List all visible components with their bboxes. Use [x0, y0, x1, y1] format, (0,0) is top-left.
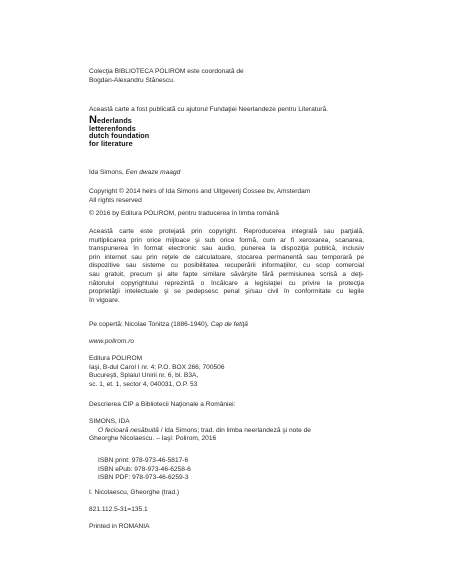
collection-note — [89, 68, 364, 85]
publisher-info — [89, 355, 364, 389]
cover-credit — [89, 321, 364, 330]
isbn-pdf: ISBN PDF: 978-973-46-6259-3 — [98, 474, 189, 482]
publisher-address-3: sc. 1, et. 1, sector 4, 040031, O.P. 53 — [89, 380, 198, 388]
collection-line-1: Colecţia BIBLIOTECA POLIROM este coordonată de — [89, 68, 244, 75]
logo-letter: N — [89, 114, 98, 126]
cip-author: SIMONS, IDA — [89, 418, 130, 425]
isbn-epub: ISBN ePub: 978-973-46-6258-6 — [98, 465, 191, 473]
cip-translator: I. Nicolaescu, Gheorghe (trad.) — [89, 489, 180, 496]
translation-copyright: © 2016 by Editura POLIROM, pentru traducerea în limba română — [89, 210, 279, 217]
support-note: Această carte a fost publicată cu ajutorul Fundaţiei Neerlandeze pentru Literatură. — [89, 106, 328, 113]
publisher-name: Editura POLIROM — [89, 355, 143, 362]
collection-line-2: Bogdan-Alexandru Stănescu. — [89, 76, 175, 84]
cip-desc-1: / Ida Simons; trad. din limba neerlandeză şi note de — [158, 426, 311, 434]
logo-line-2: letterenfonds — [89, 123, 136, 133]
legal-line: Această carte este protejată prin copyright. Reproducerea integrală sau parţială, — [89, 228, 364, 235]
publisher-address-2: Bucureşti, Splaiul Unirii nr. 6, bl. B3A, — [89, 372, 199, 380]
copyright-line-1: Copyright © 2014 heirs of Ida Simons and Uitgeverij Cossee bv, Amsterdam — [89, 188, 311, 195]
copyright-notice — [89, 188, 364, 205]
cip-heading: Descrierea CIP a Bibliotecii Naţionale a României: — [89, 401, 236, 408]
isbn-print: ISBN print: 978-973-46-5817-6 — [98, 457, 189, 464]
cip-desc-2: Gheorghe Nicolaescu. – Iaşi: Polirom, 2016 — [89, 435, 217, 443]
logo-line-1: ederlands — [97, 116, 132, 125]
website: www.polirom.ro — [89, 338, 135, 345]
original-author: Ida Simons, — [89, 169, 126, 176]
copyright-line-2: All rights reserved — [89, 196, 142, 204]
legal-line: prin internet sau prin reţele de calculatoare, stocarea permanentă sau temporară pe — [89, 253, 364, 261]
legal-line: nătorului copyrightului reprezintă o încălcare a legislaţiei cu privire la protecţia — [89, 279, 364, 287]
cip-classification: 821.112.5-31=135.1 — [89, 506, 148, 513]
legal-line-last: în vigoare. — [89, 296, 120, 304]
cover-credit-prefix: Pe copertă: Nicolae Tonitza (1886-1940), — [89, 321, 211, 328]
legal-line: sau gratuit, precum şi alte fapte similare săvârşite fără permisiunea scrisă a deţi- — [89, 270, 364, 278]
legal-line: dispozitive sau sisteme cu posibilitatea recuperării informaţiilor, cu scop comercial — [89, 262, 364, 270]
cover-painting-title: Cap de fetiţă — [210, 321, 248, 328]
foundation-logo — [89, 114, 364, 148]
logo-line-4: for literature — [89, 138, 133, 148]
legal-line: transpunerea în format electronic sau audio, punerea la dispoziţia publică, inclusiv — [89, 245, 364, 253]
original-title — [89, 169, 364, 178]
logo-line-3: dutch foundation — [89, 131, 150, 141]
original-book-title: Een dwaze maagd — [125, 169, 181, 176]
legal-line: multiplicarea prin orice mijloace şi sub orice formă, cum ar fi xeroxarea, scanarea, — [89, 236, 364, 244]
publisher-address-1: Iaşi, B-dul Carol I nr. 4; P.O. BOX 266, 700506 — [89, 363, 225, 371]
cip-title: O fecioară nesăbuită — [98, 426, 159, 434]
cip-record — [89, 418, 364, 444]
isbn-list — [89, 457, 364, 483]
legal-line: proprietăţii intelectuale şi se pedepsesc penal şi/sau civil în conformitate cu legile — [89, 288, 364, 296]
legal-notice — [89, 228, 364, 305]
printed-in: Printed in ROMANIA — [89, 523, 150, 530]
